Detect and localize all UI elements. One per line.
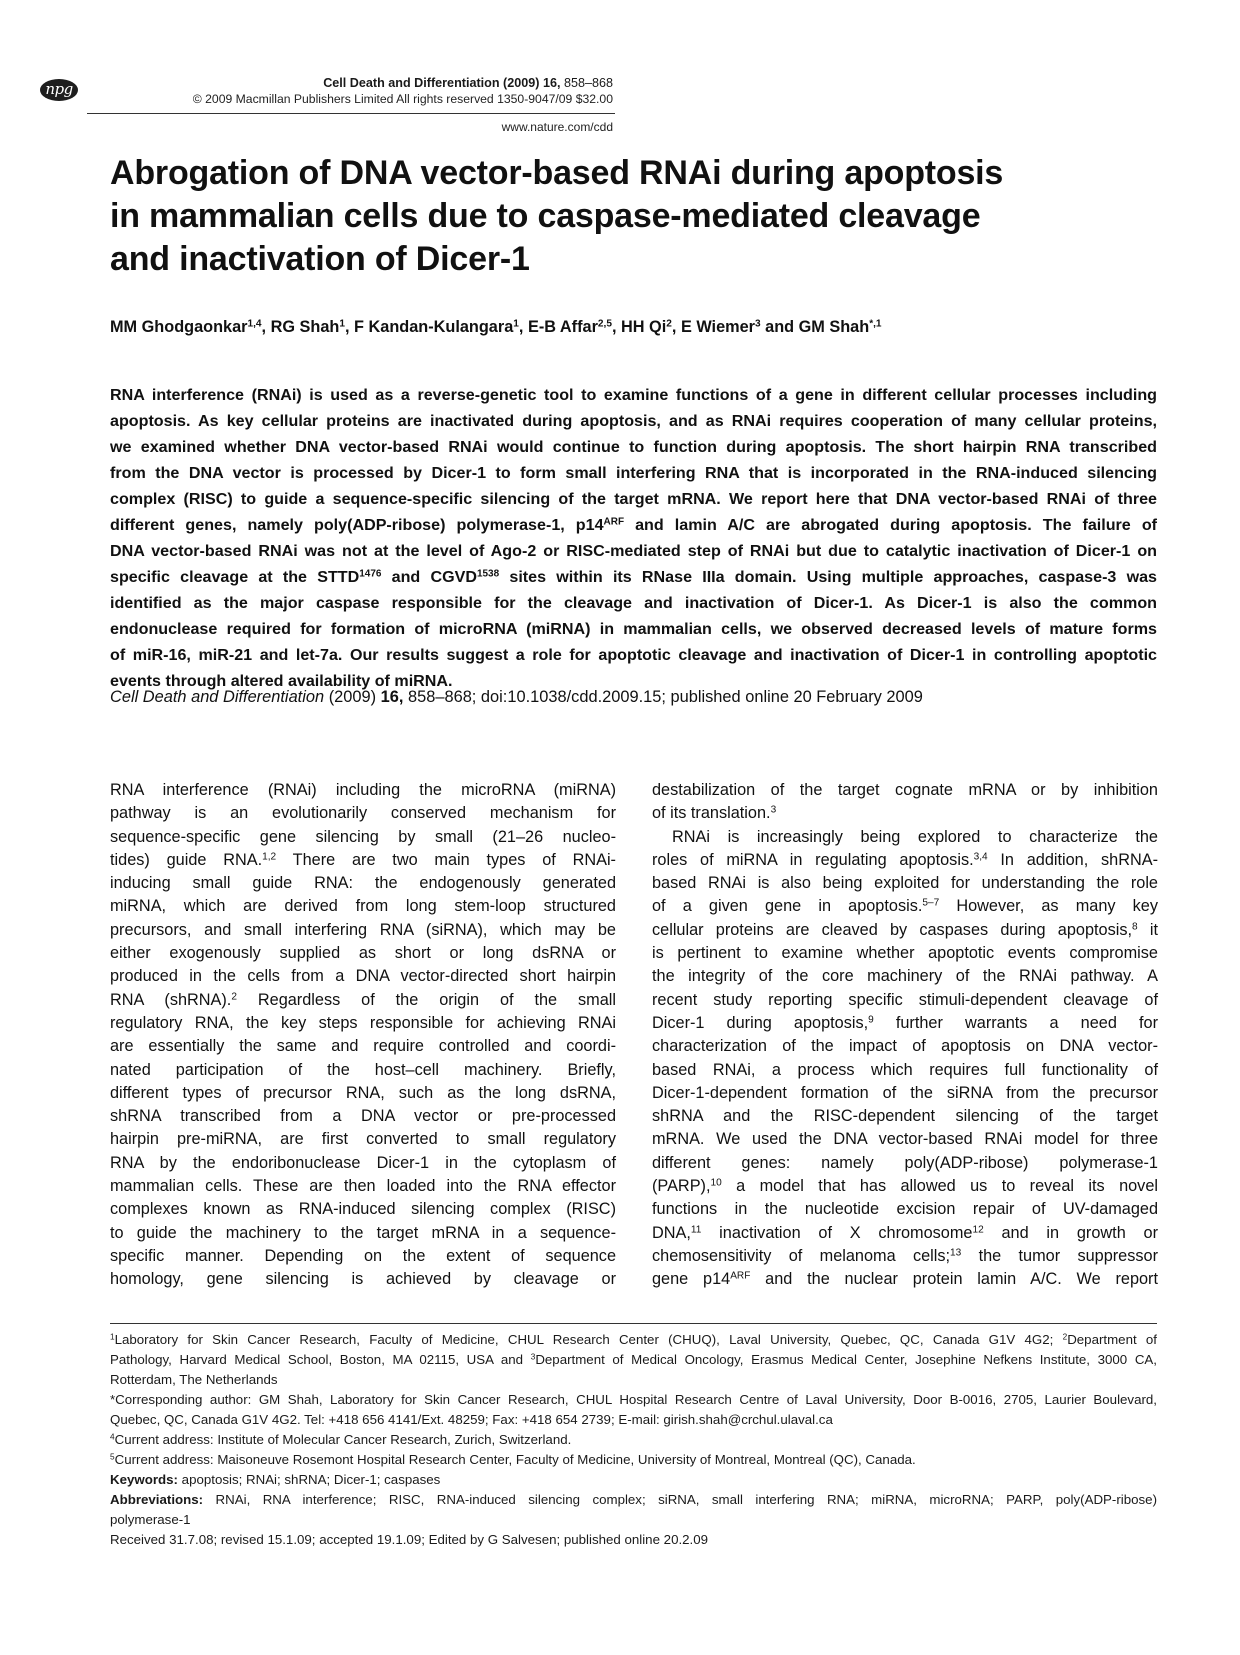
abstract-line: of miR-16, miR-21 and let-7a. Our results suggest a role for apoptotic cleavage and inactivation of Dicer-1 in controlling apoptotic xyxy=(110,646,1157,664)
abstract xyxy=(110,382,1157,694)
body-line: shRNA and the RISC-dependent silencing of the target xyxy=(652,1107,1158,1126)
abstract-text: and lamin A/C are abrogated during apoptosis. The failure of xyxy=(624,516,1158,534)
citation-details: 858–868; doi:10.1038/cdd.2009.15; published online 20 February 2009 xyxy=(408,688,923,706)
body-text: (PARP), xyxy=(652,1177,711,1196)
body-line xyxy=(652,802,1158,825)
body-line: to guide the machinery to the target mRNA in a sequence- xyxy=(110,1223,616,1242)
body-text: cellular proteins are cleaved by caspases during apoptosis, xyxy=(652,920,1133,939)
abstract-line: from the DNA vector is processed by Dicer-1 to form small interfering RNA that is incorporated in the RNA-induced silencing xyxy=(110,464,1157,482)
corresponding-author-contact: Quebec, QC, Canada G1V 4G2. Tel: +418 656 4141/Ext. 48259; Fax: +418 654 2739; E-mail: girish.shah@crchul.ulaval.ca xyxy=(110,1412,833,1427)
reference-superscript: 3,4 xyxy=(973,851,988,863)
body-line: RNA by the endoribonuclease Dicer-1 in the cytoplasm of xyxy=(110,1153,616,1172)
body-text: and the nuclear protein lamin A/C. We report xyxy=(750,1270,1158,1289)
body-text: of a given gene in apoptosis. xyxy=(652,897,923,916)
title-line-1: Abrogation of DNA vector-based RNAi during apoptosis xyxy=(110,154,1004,192)
copyright-line: © 2009 Macmillan Publishers Limited All rights reserved 1350-9047/09 $32.00 xyxy=(192,92,613,106)
body-line: mammalian cells. These are then loaded into the RNA effector xyxy=(110,1177,616,1196)
affiliation-line xyxy=(110,1350,1157,1370)
abstract-text: specific cleavage at the STTD xyxy=(110,568,360,586)
abstract-line xyxy=(110,512,1157,538)
abstract-text: and CGVD xyxy=(381,568,477,586)
body-line: is pertinent to examine whether apoptotic events compromise xyxy=(652,944,1158,963)
superscript: ARF xyxy=(730,1270,751,1282)
keywords xyxy=(110,1470,1157,1490)
affiliation-number: 5 xyxy=(110,1452,115,1462)
author-separator: , xyxy=(518,318,528,336)
corresponding-author: *Corresponding author: GM Shah, Laboratory for Skin Cancer Research, CHUL Hospital Research Centre of Laval University, Door B-0016, 2705, Laurier Boulevard, xyxy=(110,1392,1157,1407)
body-text: DNA, xyxy=(652,1223,691,1242)
reference-superscript: 1,2 xyxy=(262,851,277,863)
author-name: GM Shah xyxy=(798,318,870,336)
header-rule xyxy=(87,113,615,114)
abbreviations-continued: polymerase-1 xyxy=(110,1512,191,1527)
author-affiliation: 1 xyxy=(513,318,519,330)
author-name: HH Qi xyxy=(621,318,667,336)
body-line: the integrity of the core machinery of the RNAi pathway. A xyxy=(652,967,1158,986)
address-text: Current address: Maisoneuve Rosemont Hospital Research Center, Faculty of Medicine, University of Montreal, Montreal (QC), Canada. xyxy=(114,1452,916,1467)
abbreviations xyxy=(110,1490,1157,1510)
received-dates: Received 31.7.08; revised 15.1.09; accepted 19.1.09; Edited by G Salvesen; published online 20.2.09 xyxy=(110,1532,709,1547)
reference-superscript: 2 xyxy=(231,991,237,1003)
journal-url: www.nature.com/cdd xyxy=(501,120,613,134)
body-text: In addition, shRNA- xyxy=(987,850,1158,869)
author-affiliation: *,1 xyxy=(869,318,882,330)
body-text: Regardless of the origin of the small xyxy=(236,990,616,1009)
body-line xyxy=(652,1268,1158,1291)
journal-header xyxy=(193,75,613,108)
keywords-label: Keywords: xyxy=(110,1472,178,1487)
superscript: 1476 xyxy=(359,568,382,580)
abstract-line: endonuclease required for formation of microRNA (miRNA) in mammalian cells, we observed decreased levels of mature forms xyxy=(110,620,1157,638)
abbreviations-label: Abbreviations: xyxy=(110,1492,204,1507)
body-line xyxy=(652,849,1158,872)
body-line: precursors, and small interfering RNA (siRNA), which may be xyxy=(110,920,616,939)
author-affiliation: 1,4 xyxy=(247,318,262,330)
body-text: Dicer-1 during apoptosis, xyxy=(652,1013,869,1032)
reference-superscript: 9 xyxy=(868,1014,874,1026)
abstract-line: events through altered availability of miRNA. xyxy=(110,672,453,690)
affiliation-line xyxy=(110,1330,1157,1350)
body-column-left xyxy=(110,779,616,1292)
journal-name: Cell Death and Differentiation xyxy=(323,76,500,90)
reference-superscript: 8 xyxy=(1132,921,1138,933)
affiliation-number: 1 xyxy=(110,1332,115,1342)
superscript: ARF xyxy=(603,516,625,528)
body-line: RNAi is increasingly being explored to characterize the xyxy=(672,827,1158,846)
body-text: it xyxy=(1137,920,1158,939)
author-separator: , xyxy=(344,318,355,336)
title-line-3: and inactivation of Dicer-1 xyxy=(110,240,530,278)
body-line: pathway is an evolutionarily conserved mechanism for xyxy=(110,804,616,823)
body-line: nated participation of the host–cell machinery. Briefly, xyxy=(110,1060,616,1079)
abstract-line: we examined whether DNA vector-based RNAi would continue to function during apoptosis. The short hairpin RNA transcribed xyxy=(110,438,1157,456)
affiliation-text: Pathology, Harvard Medical School, Boston, MA 02115, USA and xyxy=(110,1352,531,1367)
body-line: produced in the cells from a DNA vector-directed short hairpin xyxy=(110,967,616,986)
title-line-2: in mammalian cells due to caspase-mediated cleavage xyxy=(110,197,981,235)
body-text: of its translation. xyxy=(652,804,771,823)
body-line xyxy=(110,849,616,872)
affiliation-number: 2 xyxy=(1062,1332,1068,1342)
author-separator: and xyxy=(760,318,799,336)
body-line: recent study reporting specific stimuli-dependent cleavage of xyxy=(652,990,1158,1009)
body-line: characterization of the impact of apoptosis on DNA vector- xyxy=(652,1037,1158,1056)
abstract-line: identified as the major caspase responsible for the cleavage and inactivation of Dicer-1. As Dicer-1 is also the common xyxy=(110,594,1157,612)
abstract-line: RNA interference (RNAi) is used as a reverse-genetic tool to examine functions of a gene in different cellular processes including xyxy=(110,386,1157,404)
abstract-line: apoptosis. As key cellular proteins are inactivated during apoptosis, and as RNAi requires cooperation of many cellular proteins, xyxy=(110,412,1157,430)
reference-superscript: 11 xyxy=(690,1224,702,1236)
current-address xyxy=(110,1430,1157,1450)
affiliation-text: Laboratory for Skin Cancer Research, Faculty of Medicine, CHUL Research Center (CHUQ), Laval University, Quebec, QC, Canada G1V 4G2; xyxy=(114,1332,1063,1347)
abstract-text: different genes, namely poly(ADP-ribose) polymerase-1, p14 xyxy=(110,516,604,534)
footnotes xyxy=(110,1330,1157,1550)
body-line: shRNA transcribed from a DNA vector or pre-processed xyxy=(110,1107,616,1126)
author-name: RG Shah xyxy=(270,318,340,336)
body-text: a model that has allowed us to reveal its novel xyxy=(721,1177,1158,1196)
body-line xyxy=(652,1012,1158,1035)
reference-superscript: 12 xyxy=(972,1224,984,1236)
body-text: gene p14 xyxy=(652,1270,731,1289)
body-line xyxy=(652,1245,1158,1268)
author-separator: , xyxy=(671,318,681,336)
affiliation-text: Department of xyxy=(1067,1332,1157,1347)
journal-year-volume: (2009) 16, xyxy=(503,76,561,90)
body-text: tides) guide RNA. xyxy=(110,850,263,869)
reference-superscript: 10 xyxy=(710,1177,722,1189)
body-line xyxy=(110,989,616,1012)
body-line: are essentially the same and require controlled and coordi- xyxy=(110,1037,616,1056)
article-citation xyxy=(110,688,923,707)
author-name: E-B Affar xyxy=(527,318,598,336)
body-text: further warrants a need for xyxy=(873,1013,1158,1032)
body-line: homology, gene silencing is achieved by cleavage or xyxy=(110,1270,616,1289)
npg-logo: npg xyxy=(40,79,78,101)
body-text: and in growth or xyxy=(983,1223,1158,1242)
body-line xyxy=(652,1175,1158,1198)
body-text: chemosensitivity of melanoma cells; xyxy=(652,1246,951,1265)
superscript: 1538 xyxy=(476,568,500,580)
body-line: sequence-specific gene silencing by small (21–26 nucleo- xyxy=(110,827,616,846)
body-text: roles of miRNA in regulating apoptosis. xyxy=(652,850,974,869)
reference-superscript: 5–7 xyxy=(922,897,940,909)
affiliation-number: 4 xyxy=(110,1432,115,1442)
body-line: specific manner. Depending on the extent of sequence xyxy=(110,1246,616,1265)
citation-journal: Cell Death and Differentiation xyxy=(110,688,325,706)
body-line: inducing small guide RNA: the endogenously generated xyxy=(110,874,616,893)
body-line: functions in the nucleotide excision repair of UV-damaged xyxy=(652,1200,1158,1219)
abbreviations-text: RNAi, RNA interference; RISC, RNA-induced silencing complex; siRNA, small interfering RNA; miRNA, microRNA; PARP, poly(ADP-ribose) xyxy=(203,1492,1157,1507)
body-line: destabilization of the target cognate mRNA or by inhibition xyxy=(652,781,1158,799)
body-line: based RNAi is also being exploited for understanding the role xyxy=(652,874,1158,893)
address-text: Current address: Institute of Molecular Cancer Research, Zurich, Switzerland. xyxy=(114,1432,572,1447)
affiliation-line: Rotterdam, The Netherlands xyxy=(110,1372,278,1387)
reference-superscript: 13 xyxy=(950,1247,962,1259)
author-affiliation: 2,5 xyxy=(597,318,612,330)
body-line: complexes known as RNA-induced silencing complex (RISC) xyxy=(110,1200,616,1219)
body-line xyxy=(652,1222,1158,1245)
author-affiliation: 1 xyxy=(339,318,345,330)
citation-year: (2009) xyxy=(328,688,377,706)
author-name: F Kandan-Kulangara xyxy=(354,318,514,336)
reference-superscript: 3 xyxy=(770,804,777,816)
body-text: the tumor suppressor xyxy=(961,1246,1158,1265)
author-separator: , xyxy=(611,318,622,336)
body-line: RNA interference (RNAi) including the microRNA (miRNA) xyxy=(110,781,616,799)
body-text: inactivation of X chromosome xyxy=(701,1223,973,1242)
body-line xyxy=(652,919,1158,942)
body-line: Dicer-1-dependent formation of the siRNA from the precursor xyxy=(652,1083,1158,1102)
author-name: MM Ghodgaonkar xyxy=(110,318,248,336)
body-line: mRNA. We used the DNA vector-based RNAi model for three xyxy=(652,1130,1158,1149)
affiliation-text: Department of Medical Oncology, Erasmus Medical Center, Josephine Nefkens Institute, 3000 CA, xyxy=(535,1352,1157,1367)
affiliation-number: 3 xyxy=(530,1352,536,1362)
author-list xyxy=(110,318,882,337)
body-text: RNA (shRNA). xyxy=(110,990,232,1009)
body-line: different genes: namely poly(ADP-ribose) polymerase-1 xyxy=(652,1153,1158,1172)
abstract-line xyxy=(110,564,1157,590)
abstract-line: complex (RISC) to guide a sequence-specific silencing of the target mRNA. We report here that DNA vector-based RNAi of three xyxy=(110,490,1157,508)
author-affiliation: 2 xyxy=(666,318,672,330)
footnote-rule xyxy=(110,1323,1157,1324)
abstract-line: DNA vector-based RNAi was not at the level of Ago-2 or RISC-mediated step of RNAi but due to catalytic inactivation of Dicer-1 on xyxy=(110,542,1157,560)
body-text: There are two main types of RNAi- xyxy=(276,850,616,869)
journal-citation-line xyxy=(193,75,613,91)
current-address xyxy=(110,1450,1157,1470)
author-affiliation: 3 xyxy=(755,318,761,330)
body-line: based RNAi, a process which requires full functionality of xyxy=(652,1060,1158,1079)
author-separator: , xyxy=(261,318,271,336)
body-text: However, as many key xyxy=(939,897,1158,916)
body-line: hairpin pre-miRNA, are first converted to small regulatory xyxy=(110,1130,616,1149)
author-name: E Wiemer xyxy=(680,318,755,336)
citation-volume: 16, xyxy=(380,688,404,706)
journal-pages: 858–868 xyxy=(563,76,613,90)
body-line xyxy=(652,895,1158,918)
body-line: miRNA, which are derived from long stem-loop structured xyxy=(110,897,616,916)
body-column-right xyxy=(652,779,1158,1292)
article-title xyxy=(110,152,1130,281)
body-line: either exogenously supplied as short or long dsRNA or xyxy=(110,944,616,963)
keywords-text: apoptosis; RNAi; shRNA; Dicer-1; caspases xyxy=(177,1472,441,1487)
body-line: regulatory RNA, the key steps responsible for achieving RNAi xyxy=(110,1013,616,1032)
abstract-text: sites within its RNase IIIa domain. Using multiple approaches, caspase-3 was xyxy=(499,568,1158,586)
body-line: different types of precursor RNA, such as the long dsRNA, xyxy=(110,1083,616,1102)
